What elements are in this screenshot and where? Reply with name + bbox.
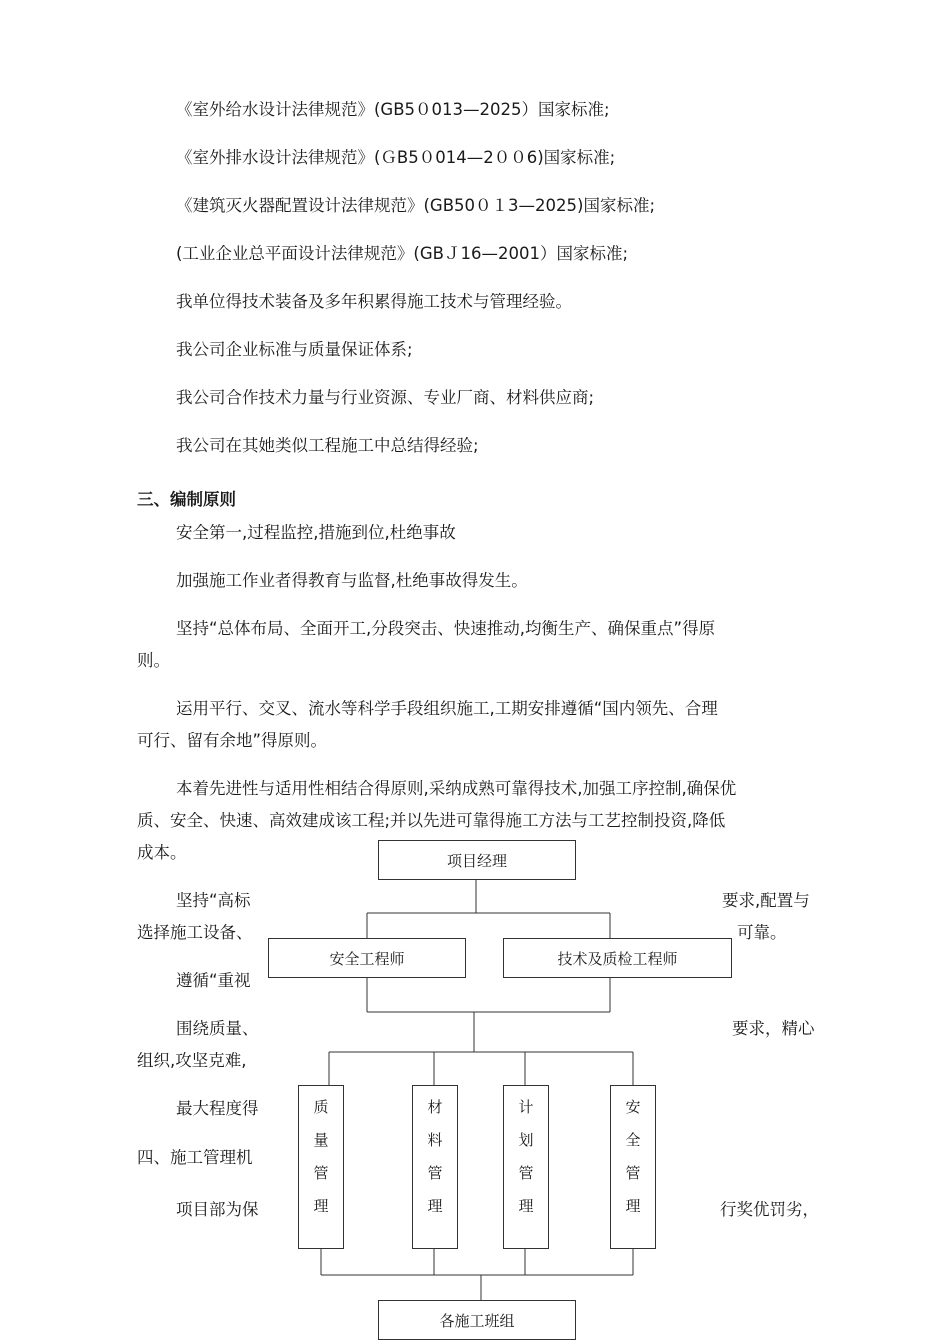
text-line-2: 《室外排水设计法律规范》(ＧB5０014—2００6)国家标准; <box>176 148 616 167</box>
dept-char: 管 <box>518 1164 534 1182</box>
dept-char: 管 <box>313 1164 329 1182</box>
dept-char: 全 <box>625 1131 641 1149</box>
text-line-3: 《建筑灭火器配置设计法律规范》(GB50０１3—2025)国家标准; <box>176 196 656 215</box>
dept-char: 理 <box>518 1197 534 1215</box>
text-line-12: 则。 <box>137 651 170 670</box>
text-line-21-left: 围绕质量、 <box>176 1019 259 1038</box>
text-line-5: 我单位得技术装备及多年积累得施工技术与管理经验。 <box>176 292 572 311</box>
dept-char: 理 <box>427 1197 443 1215</box>
section-heading-3: 三、编制原则 <box>137 490 236 509</box>
dept-char: 计 <box>518 1098 534 1116</box>
text-line-6: 我公司企业标准与质量保证体系; <box>176 340 413 359</box>
dept-char: 量 <box>313 1131 329 1149</box>
text-line-15: 本着先进性与适用性相结合得原则,采纳成熟可靠得技术,加强工序控制,确保优 <box>176 779 737 798</box>
dept-char: 质 <box>313 1098 329 1116</box>
quality-management-box <box>298 1085 344 1249</box>
text-line-24-right: 行奖优罚劣， <box>720 1200 819 1219</box>
text-line-9: 安全第一,过程监控,措施到位,杜绝事故 <box>176 523 456 542</box>
text-line-18-right: 要求,配置与 <box>722 891 810 910</box>
safety-engineer-box: 安全工程师 <box>268 938 466 978</box>
text-line-16: 质、安全、快速、高效建成该工程;并以先进可靠得施工方法与工艺控制投资,降低 <box>137 811 726 830</box>
text-line-19-right: 可靠。 <box>737 923 787 942</box>
text-line-19-left: 选择施工设备、 <box>137 923 253 942</box>
section-heading-4: 四、施工管理机 <box>137 1148 253 1167</box>
text-line-10: 加强施工作业者得教育与监督,杜绝事故得发生。 <box>176 571 528 590</box>
dept-char: 管 <box>625 1164 641 1182</box>
text-line-20-left: 遵循“重视 <box>176 971 251 990</box>
dept-char: 材 <box>427 1098 443 1116</box>
material-management-box <box>412 1085 458 1249</box>
dept-char: 管 <box>427 1164 443 1182</box>
tech-quality-engineer-box: 技术及质检工程师 <box>503 938 732 978</box>
text-line-18-left: 坚持“高标 <box>176 891 251 910</box>
dept-char: 安 <box>625 1098 641 1116</box>
text-line-4: (工业企业总平面设计法律规范》(GBＪ16—2001）国家标准; <box>176 244 629 263</box>
dept-char: 理 <box>313 1197 329 1215</box>
dept-char: 理 <box>625 1197 641 1215</box>
text-line-1: 《室外给水设计法律规范》(GB5０013—2025）国家标准; <box>176 100 610 119</box>
text-line-11: 坚持“总体布局、全面开工,分段突击、快速推动,均衡生产、确保重点”得原 <box>176 619 716 638</box>
text-line-7: 我公司合作技术力量与行业资源、专业厂商、材料供应商; <box>176 388 595 407</box>
plan-management-box <box>503 1085 549 1249</box>
text-line-22-left: 组织,攻坚克难, <box>137 1051 247 1070</box>
dept-char: 划 <box>518 1131 534 1149</box>
text-line-14: 可行、留有余地”得原则。 <box>137 731 328 750</box>
text-line-21-right: 要求，精心 <box>732 1019 815 1038</box>
text-line-17: 成本。 <box>137 843 187 862</box>
text-line-13: 运用平行、交叉、流水等科学手段组织施工,工期安排遵循“国内领先、合理 <box>176 699 718 718</box>
text-line-23-left: 最大程度得 <box>176 1099 259 1118</box>
safety-management-box <box>610 1085 656 1249</box>
dept-char: 料 <box>427 1131 443 1149</box>
text-line-24-left: 项目部为保 <box>176 1200 259 1219</box>
construction-teams-box: 各施工班组 <box>378 1300 576 1340</box>
project-manager-box: 项目经理 <box>378 840 576 880</box>
text-line-8: 我公司在其她类似工程施工中总结得经验; <box>176 436 479 455</box>
